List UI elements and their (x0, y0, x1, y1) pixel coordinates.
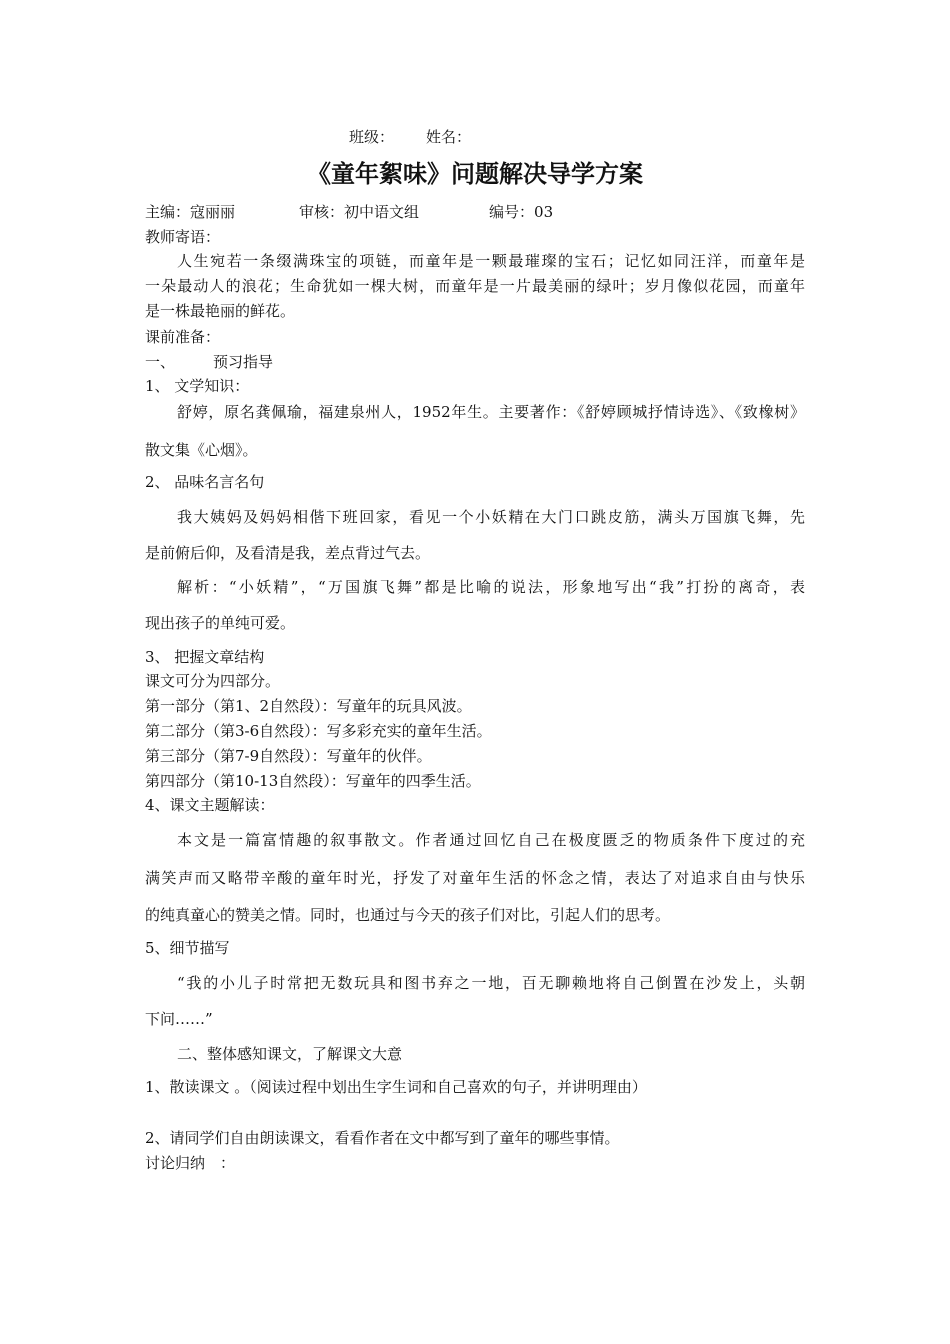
name-label: 姓名： (426, 128, 472, 146)
editor-text: 主编：寇丽丽 (145, 203, 236, 221)
item2-heading: 2、 品味名言名句 (145, 473, 265, 491)
reviewer-text: 审核：初中语文组 (299, 203, 420, 221)
prep-label: 课前准备： (145, 328, 221, 346)
section2-heading: 二、整体感知课文，了解课文大意 (177, 1045, 403, 1063)
item5-heading: 5、细节描写 (145, 939, 230, 957)
theme-line: 满笑声而又略带辛酸的童年时光，抒发了对童年生活的怀念之情，表达了对追求自由与快乐 (145, 869, 805, 887)
teacher-message-label: 教师寄语： (145, 228, 221, 246)
item2-analysis-line: 解析：“小妖精”，“万国旗飞舞”都是比喻的说法，形象地写出“我”打扮的离奇，表 (177, 578, 805, 596)
section1-heading (145, 352, 273, 372)
item3-heading: 3、 把握文章结构 (145, 648, 265, 666)
teacher-message-line: 一朵最动人的浪花；生命犹如一棵大树，而童年是一片最美丽的绿叶；岁月像似花园，而童年 (145, 277, 805, 295)
item4-heading: 4、课文主题解读： (145, 796, 275, 814)
item2-analysis-line: 现出孩子的单纯可爱。 (145, 614, 296, 632)
section2-item2: 2、请同学们自由朗读课文，看看作者在文中都写到了童年的哪些事情。 (145, 1129, 620, 1147)
section1-title: 预习指导 (213, 353, 274, 371)
structure-line: 第一部分（第1、2自然段）：写童年的玩具风波。 (145, 697, 472, 715)
item1-line: 散文集《心烟》。 (145, 441, 258, 459)
meta-line (145, 202, 553, 222)
student-info-header (349, 127, 471, 147)
item1-line: 舒婷，原名龚佩瑜，福建泉州人，1952年生。主要著作：《舒婷顾城抒情诗选》、《致橡树》 (177, 403, 805, 421)
structure-line: 第二部分（第3-6自然段）：写多彩充实的童年生活。 (145, 722, 492, 740)
discussion-summary: 讨论归纳 ： (145, 1154, 236, 1172)
class-label: 班级： (349, 128, 395, 146)
teacher-message-line: 是一株最艳丽的鲜花。 (145, 302, 296, 320)
item2-line: 我大姨妈及妈妈相偕下班回家，看见一个小妖精在大门口跳皮筋，满头万国旗飞舞，先 (177, 508, 805, 526)
theme-line: 本文是一篇富情趣的叙事散文。作者通过回忆自己在极度匮乏的物质条件下度过的充 (177, 831, 805, 849)
detail-line: “我的小儿子时常把无数玩具和图书弃之一地，百无聊赖地将自己倒置在沙发上，头朝 (177, 974, 805, 992)
structure-line: 第四部分（第10-13自然段）：写童年的四季生活。 (145, 772, 481, 790)
structure-line: 课文可分为四部分。 (145, 672, 281, 690)
detail-line: 下问……” (145, 1010, 213, 1028)
theme-line: 的纯真童心的赞美之情。同时，也通过与今天的孩子们对比，引起人们的思考。 (145, 906, 671, 924)
item2-line: 是前俯后仰，及看清是我，差点背过气去。 (145, 544, 431, 562)
structure-line: 第三部分（第7-9自然段）：写童年的伙伴。 (145, 747, 432, 765)
item1-heading: 1、 文学知识： (145, 377, 250, 395)
number-text: 编号：03 (489, 203, 554, 221)
section2-item1: 1、散读课文 。（阅读过程中划出生字生词和自己喜欢的句子，并讲明理由） (145, 1078, 647, 1096)
page-title: 《童年絮味》问题解决导学方案 (307, 160, 643, 188)
section1-number: 一、 (145, 353, 176, 371)
teacher-message-line: 人生宛若一条缀满珠宝的项链，而童年是一颗最璀璨的宝石；记忆如同汪洋，而童年是 (177, 252, 805, 270)
